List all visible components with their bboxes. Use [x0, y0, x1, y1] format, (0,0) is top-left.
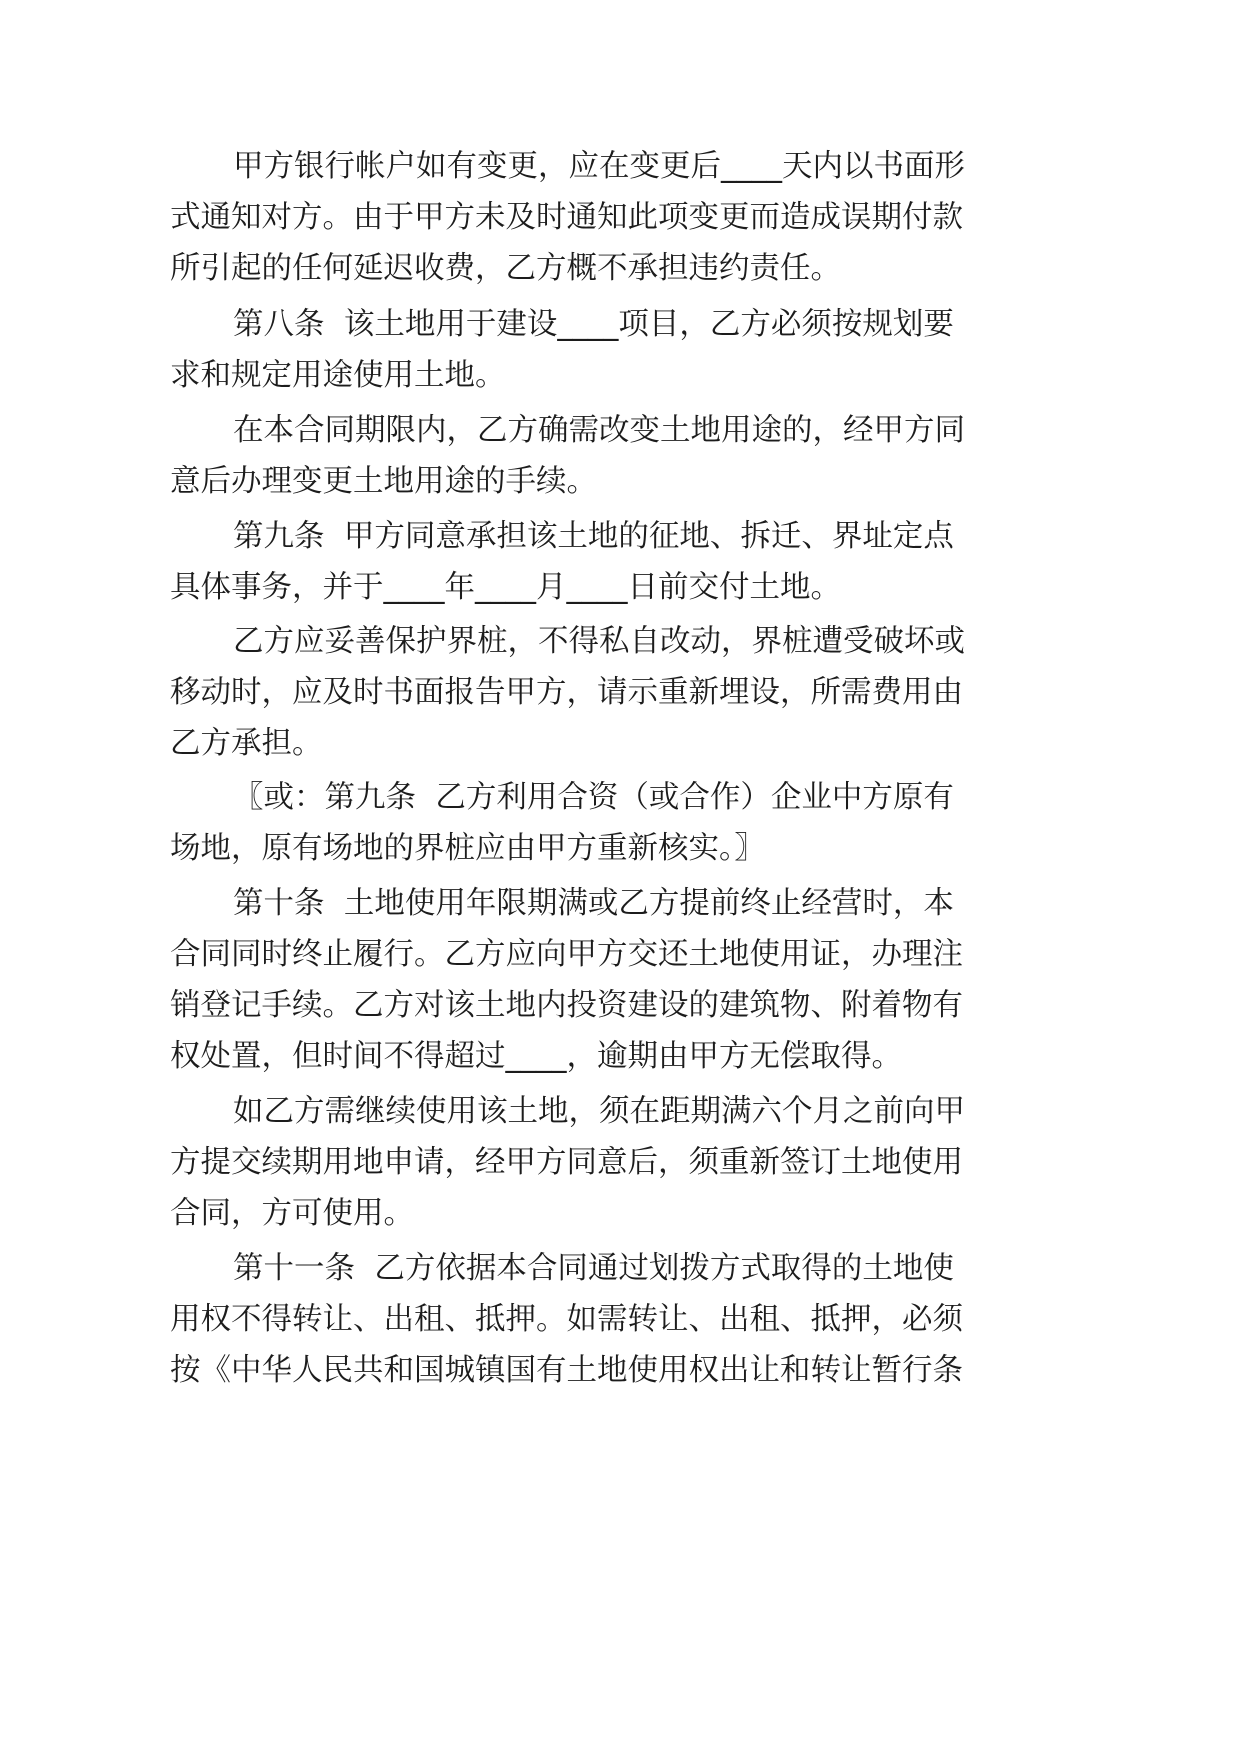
- text-line: 合同，方可使用。: [170, 1196, 414, 1231]
- text-line: 意后办理变更土地用途的手续。: [170, 464, 597, 499]
- article-11-heading: 第十一条 乙方依据本合同通过划拨方式取得的土地使: [233, 1251, 954, 1286]
- text-line: 如乙方需继续使用该土地，须在距期满六个月之前向甲: [233, 1094, 965, 1129]
- article-9-heading: 第九条 甲方同意承担该土地的征地、拆迁、界址定点: [233, 519, 954, 554]
- text-line: 用权不得转让、出租、抵押。如需转让、出租、抵押，必须: [170, 1302, 963, 1337]
- text-line: 方提交续期用地申请，经甲方同意后，须重新签订土地使用: [170, 1145, 963, 1180]
- text-line: 在本合同期限内，乙方确需改变土地用途的，经甲方同: [233, 413, 965, 448]
- text-line: 甲方银行帐户如有变更，应在变更后____天内以书面形: [233, 149, 965, 184]
- text-line: 求和规定用途使用土地。: [170, 358, 506, 393]
- text-line: 合同同时终止履行。乙方应向甲方交还土地使用证，办理注: [170, 937, 963, 972]
- text-line: 按《中华人民共和国城镇国有土地使用权出让和转让暂行条: [170, 1353, 963, 1388]
- article-8-heading: 第八条 该土地用于建设____项目，乙方必须按规划要: [233, 307, 954, 342]
- alternative-article-9: 〖或：第九条 乙方利用合资（或合作）企业中方原有: [233, 780, 954, 815]
- text-line: 所引起的任何延迟收费，乙方概不承担违约责任。: [170, 251, 841, 286]
- text-line: 销登记手续。乙方对该土地内投资建设的建筑物、附着物有: [170, 988, 963, 1023]
- text-line: 式通知对方。由于甲方未及时通知此项变更而造成误期付款: [170, 200, 963, 235]
- text-line: 乙方应妥善保护界桩，不得私自改动，界桩遭受破坏或: [233, 624, 965, 659]
- text-line: 权处置，但时间不得超过____，逾期由甲方无偿取得。: [170, 1039, 902, 1074]
- text-line: 乙方承担。: [170, 726, 323, 761]
- text-line: 具体事务，并于____年____月____日前交付土地。: [170, 570, 841, 605]
- article-10-heading: 第十条 土地使用年限期满或乙方提前终止经营时，本: [233, 886, 954, 921]
- text-line: 移动时，应及时书面报告甲方，请示重新埋设，所需费用由: [170, 675, 963, 710]
- text-line: 场地，原有场地的界桩应由甲方重新核实。〗: [170, 831, 765, 866]
